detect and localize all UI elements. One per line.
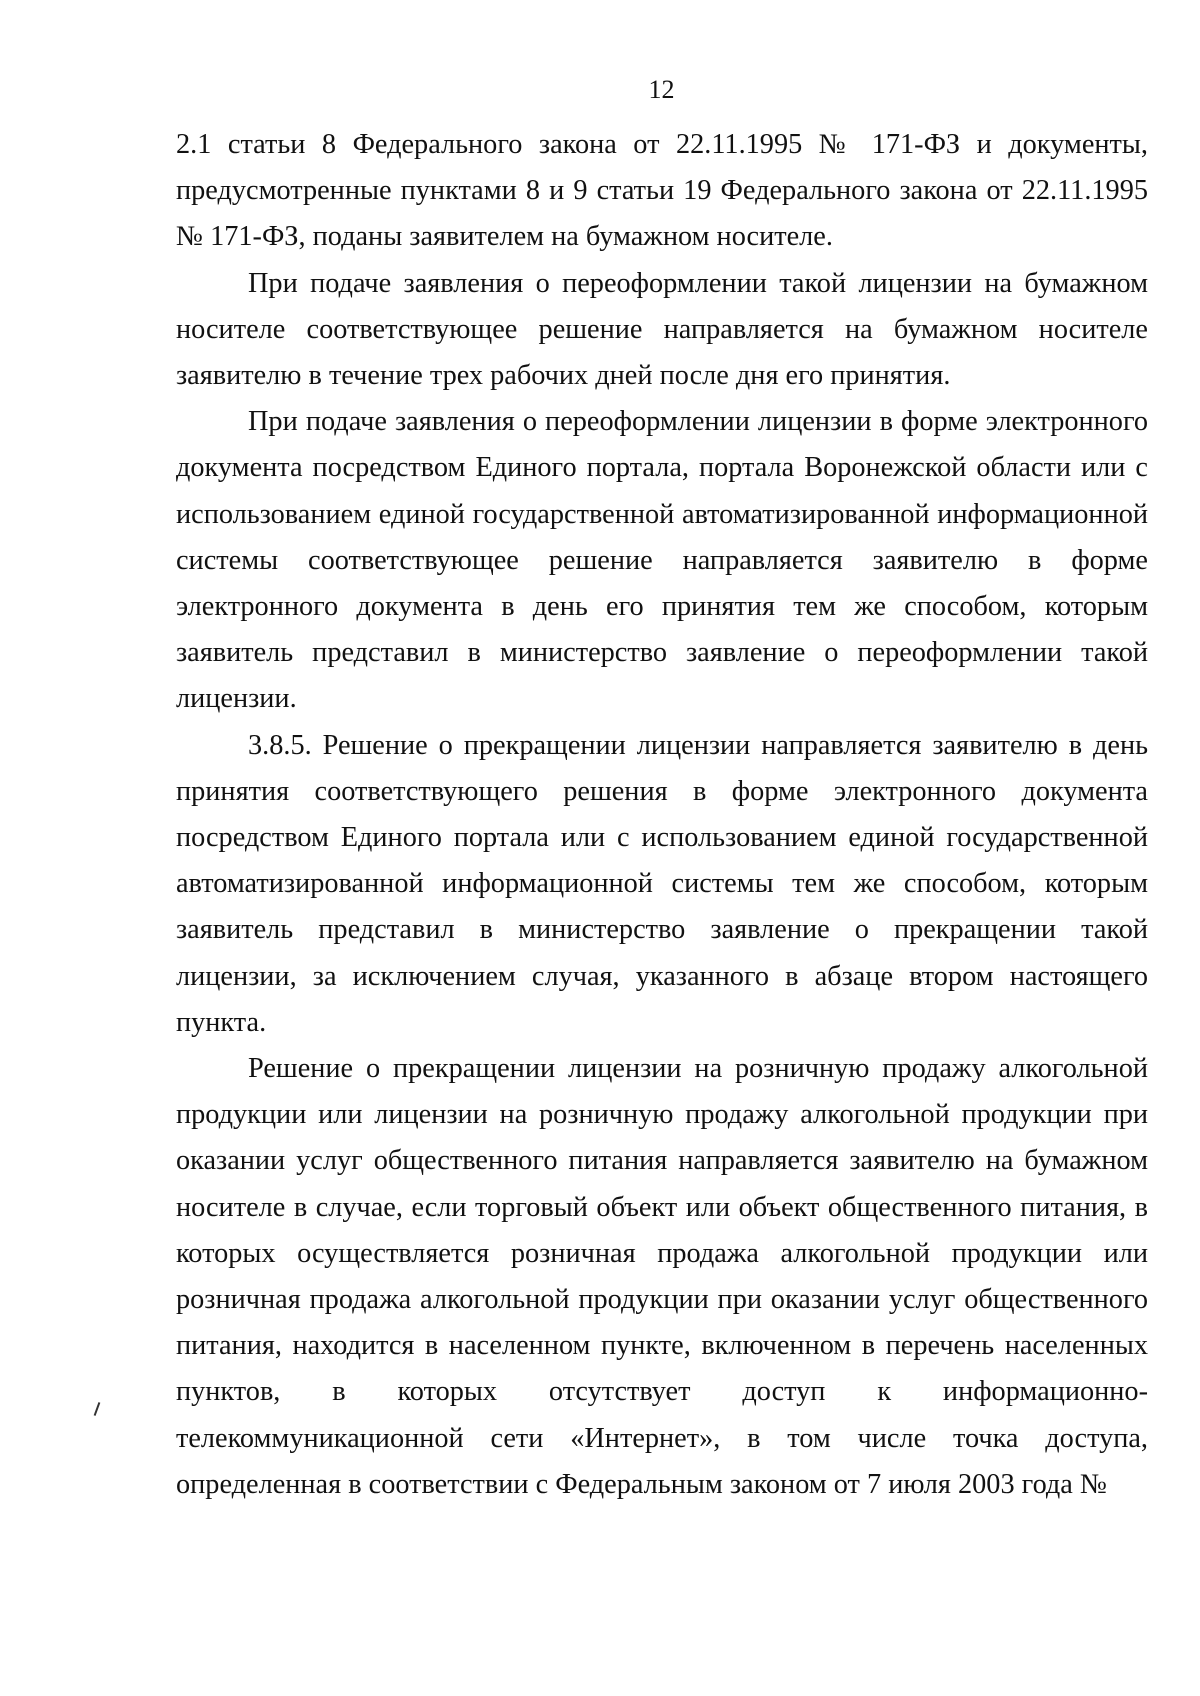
document-body xyxy=(176,122,1148,1508)
paragraph-termination-paper: Решение о прекращении лицензии на розничную продажу алкогольной продукции или лицензии на розничную продажу алкогольной продукции при оказании услуг общественного питания направляется заявителю на бумажном носителе в случае, если торговый объект или объект общественного питания, в которых осуществляется розничная продажа алкогольной продукции или розничная продажа алкогольной продукции при оказании услуг общественного питания, находится в населенном пункте, включенном в перечень населенных пунктов, в которых отсутствует доступ к информационно-телекоммуникационной сети «Интернет», в том числе точка доступа, определенная в соответствии с Федеральным законом от 7 июля 2003 года № xyxy=(176,1053,1148,1500)
paragraph-3-8-5: 3.8.5. Решение о прекращении лицензии направляется заявителю в день принятия соответствующего решения в форме электронного документа посредством Единого портала или с использованием единой государственной автоматизированной информационной системы тем же способом, которым заявитель представил в министерство заявление о прекращении такой лицензии, за исключением случая, указанного в абзаце втором настоящего пункта. xyxy=(176,729,1148,1038)
scan-mark xyxy=(94,1402,101,1416)
paragraph-continuation: 2.1 статьи 8 Федерального закона от 22.11.1995 № 171-ФЗ и документы, предусмотренные пунктами 8 и 9 статьи 19 Федерального закона от 22.11.1995 № 171-ФЗ, поданы заявителем на бумажном носителе. xyxy=(176,129,1148,253)
paragraph-electronic-reissue: При подаче заявления о переоформлении лицензии в форме электронного документа посредством Единого портала, портала Воронежской области или с использованием единой государственной автоматизированной информационной системы соответствующее решение направляется заявителю в форме электронного документа в день его принятия тем же способом, которым заявитель представил в министерство заявление о переоформлении такой лицензии. xyxy=(176,406,1148,715)
paragraph-paper-reissue: При подаче заявления о переоформлении такой лицензии на бумажном носителе соответствующее решение направляется на бумажном носителе заявителю в течение трех рабочих дней после дня его принятия. xyxy=(176,267,1148,392)
page-number: 12 xyxy=(648,75,675,104)
